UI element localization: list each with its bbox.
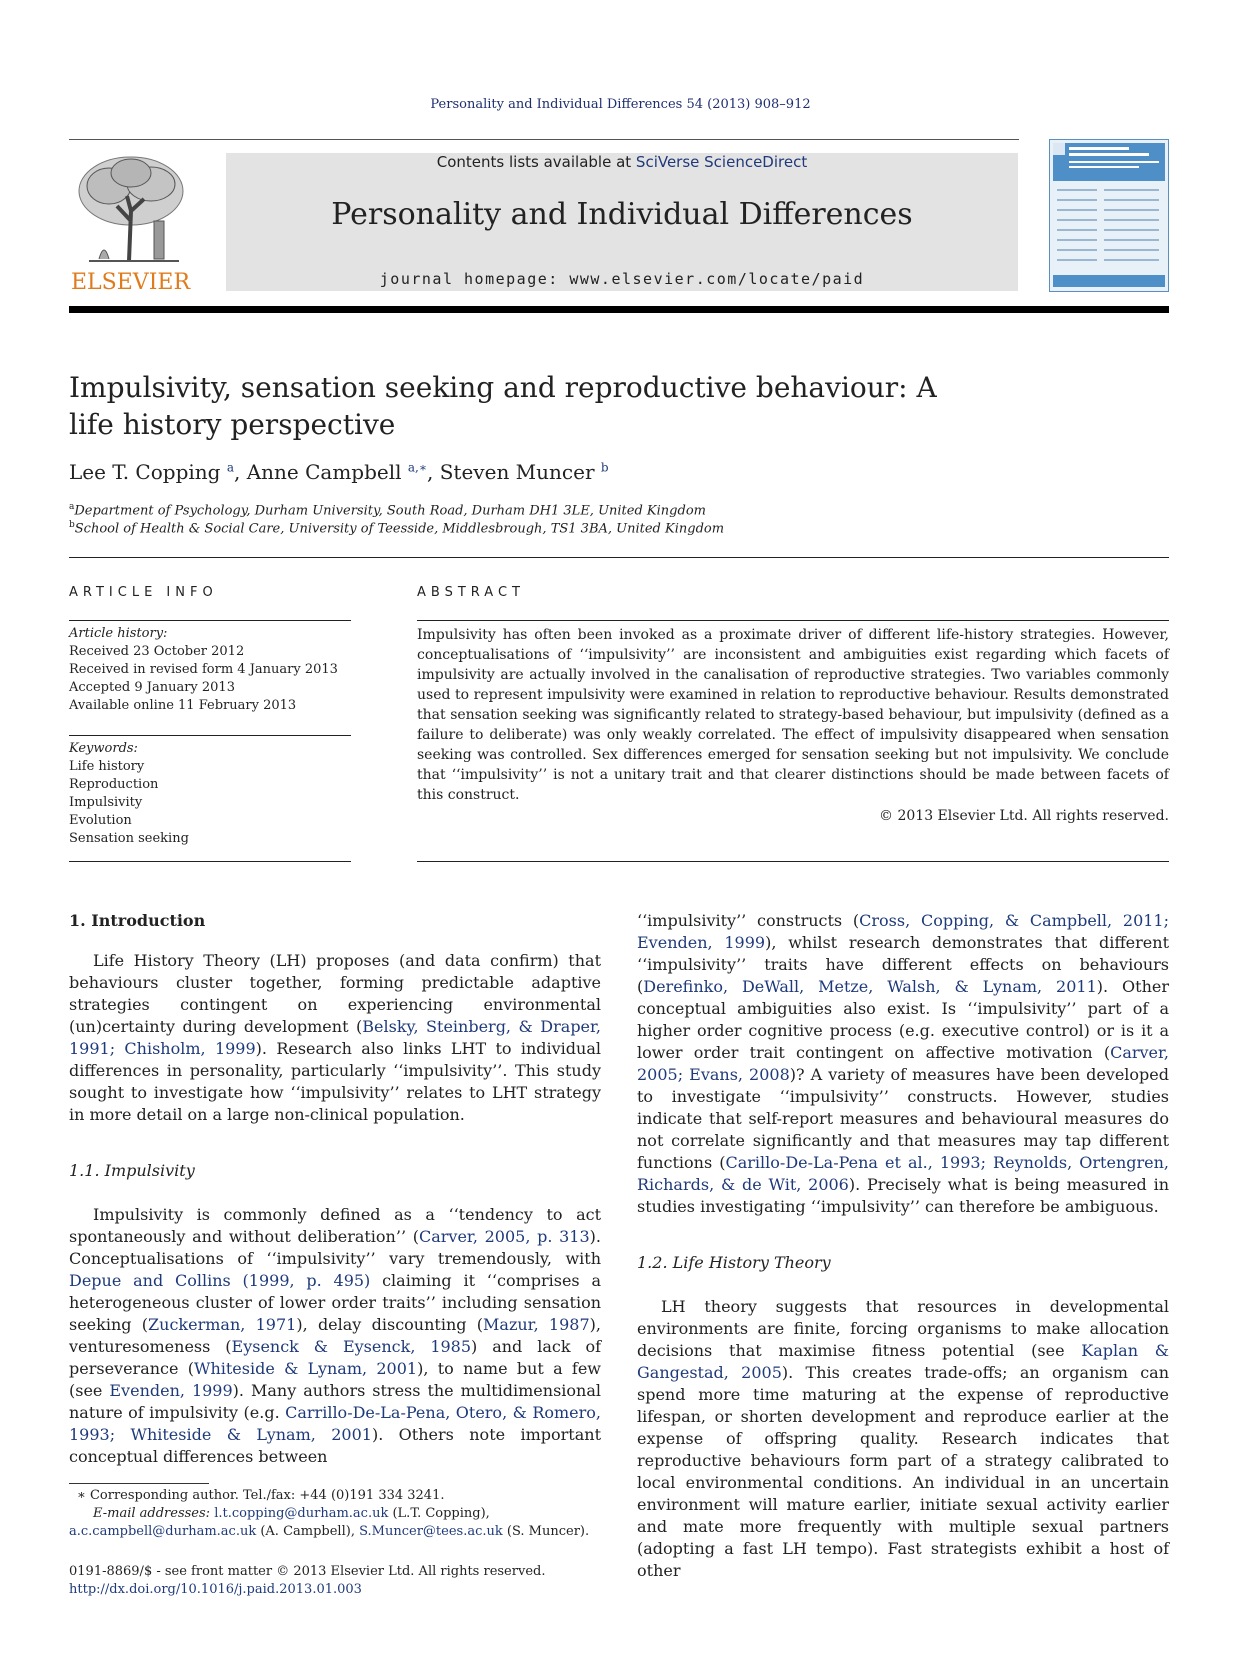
reference-link[interactable]: Carver, 2005; Evans, 2008 bbox=[637, 1043, 1169, 1084]
contents-prefix: Contents lists available at bbox=[436, 153, 636, 171]
front-matter bbox=[69, 1563, 545, 1599]
article-info-heading: ARTICLE INFO bbox=[69, 585, 218, 600]
paragraph-text: ). Others note important conceptual differences between bbox=[69, 1425, 602, 1466]
journal-homepage[interactable]: journal homepage: www.elsevier.com/locate/paid bbox=[379, 270, 865, 288]
affiliation-marker: b bbox=[69, 520, 75, 530]
corresponding-author: ∗ Corresponding author. Tel./fax: +44 (0)191 334 3241. bbox=[77, 1488, 445, 1503]
journal-banner bbox=[226, 153, 1018, 291]
affiliation-text: Department of Psychology, Durham University, South Road, Durham DH1 3LE, United Kingdom bbox=[74, 503, 706, 519]
abstract-text: Impulsivity has often been invoked as a proximate driver of different life-history strategies. However, conceptualisations of ‘‘impulsivity’’ are inconsistent and ambiguities exist regarding which facets of impulsivity are actually involved in the canalisation of reproductive strategies. Two variables commonly used to represent impulsivity were examined in relation to reproductive behaviour. Results demonstrated that sensation seeking was significantly related to strategy-based behaviour, but impulsivity (defined as a failure to deliberate) was only weakly correlated. The effect of impulsivity disappeared when sensation seeking was controlled. Sex differences emerged for sensation seeking but not impulsivity. We conclude that ‘‘impulsivity’’ is not a unitary trait and that clearer distinctions should be made between facets of this construct. bbox=[417, 627, 1169, 803]
email-owner: (A. Campbell), bbox=[256, 1524, 360, 1539]
reference-link[interactable]: Carillo-De-La-Pena et al., 1993; Reynolds, Ortengren, Richards, & de Wit, 2006 bbox=[637, 1153, 1169, 1194]
author-name[interactable]: Steven Muncer bbox=[439, 460, 595, 484]
email-addresses bbox=[69, 1505, 601, 1541]
paragraph-text: ). Conceptualisations of ‘‘impulsivity’’ vary tremendously, with bbox=[69, 1227, 601, 1268]
paragraph-text: ), to name but a few (see bbox=[69, 1359, 602, 1400]
paragraph bbox=[69, 1204, 601, 1468]
paragraph-text: Impulsivity is commonly defined as a ‘‘tendency to act spontaneously and without deliberation’’ ( bbox=[69, 1205, 601, 1246]
paragraph bbox=[637, 910, 1169, 1218]
author-affiliation-marker[interactable]: a,∗ bbox=[407, 460, 428, 475]
paragraph-text: ) and lack of perseverance ( bbox=[69, 1337, 602, 1378]
section-heading: 1. Introduction bbox=[69, 911, 206, 930]
paragraph-text: ). This creates trade-offs; an organism can spend more time maturing at the expense of reproductive lifespan, or shorten development and reproduce earlier at the expense of offspring quality. Research indicates that reproductive behaviours form part of a strategy calibrated to local environmental conditions. An individual in an uncertain environment will mature earlier, initiate sexual activity earlier and mate more frequently with multiple sexual partners (adopting a fast LH tempo). Fast strategists exhibit a host of other bbox=[637, 1363, 1169, 1580]
paragraph bbox=[637, 1296, 1169, 1582]
affiliation bbox=[69, 502, 706, 518]
paragraph-text: ), whilst research demonstrates that different ‘‘impulsivity’’ traits have different effects on behaviours ( bbox=[637, 933, 1170, 996]
divider bbox=[69, 139, 1019, 140]
paragraph-text: ). Research also links LHT to individual differences in personality, particularly ‘‘impulsivity’’. This study sought to investigate how ‘‘impulsivity’’ relates to LHT strategy in more detail on a large non-clinical population. bbox=[69, 1039, 602, 1124]
reference-link[interactable]: Mazur, 1987 bbox=[483, 1315, 590, 1334]
email-owner: (S. Muncer). bbox=[502, 1524, 590, 1539]
affiliation-text: School of Health & Social Care, University of Teesside, Middlesbrough, TS1 3BA, United Kingdom bbox=[74, 521, 725, 537]
footnote-divider bbox=[69, 1483, 209, 1484]
reference-link[interactable]: Cross, Copping, & Campbell, 2011; Evenden, 1999 bbox=[637, 911, 1169, 952]
reference-link[interactable]: Evenden, 1999 bbox=[109, 1381, 233, 1400]
author-affiliation-marker[interactable]: b bbox=[600, 460, 609, 475]
history-item: Accepted 9 January 2013 bbox=[69, 680, 235, 695]
header-divider bbox=[69, 306, 1169, 313]
keyword: Impulsivity bbox=[69, 795, 143, 810]
keyword: Sensation seeking bbox=[69, 831, 189, 846]
journal-citation[interactable]: Personality and Individual Differences 54 (2013) 908–912 bbox=[430, 97, 811, 112]
abstract-copyright: © 2013 Elsevier Ltd. All rights reserved. bbox=[879, 808, 1169, 824]
email-link[interactable]: l.t.copping@durham.ac.uk bbox=[214, 1506, 389, 1521]
body-left-column bbox=[69, 910, 601, 1468]
reference-link[interactable]: Zuckerman, 1971 bbox=[148, 1315, 297, 1334]
keyword: Life history bbox=[69, 759, 145, 774]
reference-link[interactable]: Kaplan & Gangestad, 2005 bbox=[637, 1341, 1169, 1382]
author-affiliation-marker[interactable]: a bbox=[226, 460, 234, 475]
reference-link[interactable]: Whiteside & Lynam, 2001 bbox=[194, 1359, 418, 1378]
paragraph-text: ). Other conceptual ambiguities also exist. Is ‘‘impulsivity’’ part of a higher order cognitive process (e.g. executive control) or is it a lower order trait contingent on affective motivation ( bbox=[637, 977, 1169, 1062]
paragraph-text: )? A variety of measures have been developed to investigate ‘‘impulsivity’’ constructs. However, studies indicate that self-report measures and behavioural measures do not correlate significantly and that measures may tap different functions ( bbox=[637, 1065, 1170, 1172]
body-right-column bbox=[637, 910, 1169, 1582]
email-link[interactable]: S.Muncer@tees.ac.uk bbox=[359, 1524, 503, 1539]
history-item: Received in revised form 4 January 2013 bbox=[69, 662, 338, 677]
reference-link[interactable]: Eysenck & Eysenck, 1985 bbox=[231, 1337, 472, 1356]
paragraph bbox=[69, 950, 601, 1126]
elsevier-logo[interactable] bbox=[69, 151, 197, 294]
keywords-label: Keywords: bbox=[69, 741, 138, 756]
paragraph-text: ). Many authors stress the multidimensional nature of impulsivity (e.g. bbox=[69, 1381, 601, 1422]
paragraph-text: Life History Theory (LH) proposes (and data confirm) that behaviours cluster together, forming predictable adaptive strategies contingent on experiencing environmental (un)certainty during development ( bbox=[69, 951, 601, 1036]
reference-link[interactable]: Derefinko, DeWall, Metze, Walsh, & Lynam, 2011 bbox=[643, 977, 1097, 996]
email-label: E-mail addresses: bbox=[93, 1506, 211, 1521]
divider bbox=[69, 861, 351, 862]
issn-line: 0191-8869/$ - see front matter © 2013 Elsevier Ltd. All rights reserved. bbox=[69, 1564, 546, 1579]
reference-link[interactable]: Carrillo-De-La-Pena, Otero, & Romero, 1993; Whiteside & Lynam, 2001 bbox=[69, 1403, 602, 1444]
author-name[interactable]: Anne Campbell bbox=[246, 460, 402, 484]
reference-link[interactable]: Belsky, Steinberg, & Draper, 1991; Chisholm, 1999 bbox=[69, 1017, 602, 1058]
journal-cover-image[interactable] bbox=[1049, 139, 1169, 292]
contents-line bbox=[226, 153, 1018, 171]
tree-icon bbox=[69, 151, 197, 294]
paragraph-text: LH theory suggests that resources in developmental environments are finite, forcing organisms to make allocation decisions that maximise fitness potential (see bbox=[637, 1297, 1169, 1360]
divider bbox=[417, 861, 1169, 862]
paragraph-text: claiming it ‘‘comprises a heterogeneous cluster of lower order traits’’ including sensation seeking ( bbox=[69, 1271, 601, 1334]
keyword: Evolution bbox=[69, 813, 132, 828]
subsection-heading: 1.1. Impulsivity bbox=[69, 1161, 195, 1180]
paragraph-text: ), delay discounting ( bbox=[296, 1315, 484, 1334]
doi-link[interactable]: http://dx.doi.org/10.1016/j.paid.2013.01.003 bbox=[69, 1582, 362, 1597]
email-owner: (L.T. Copping), bbox=[388, 1506, 490, 1521]
email-link[interactable]: a.c.campbell@durham.ac.uk bbox=[69, 1524, 257, 1539]
journal-title: Personality and Individual Differences bbox=[331, 197, 913, 232]
paragraph-text: ). Precisely what is being measured in studies investigating ‘‘impulsivity’’ can therefore be ambiguous. bbox=[637, 1175, 1170, 1216]
author-name[interactable]: Lee T. Copping bbox=[69, 460, 221, 484]
author-list: Lee T. Copping $^a$, Anne Campbell $^{a,∗}$, Steven Muncer $^b$ bbox=[69, 460, 609, 484]
keywords bbox=[69, 735, 351, 848]
article-history bbox=[69, 620, 351, 715]
paragraph-text: ), venturesomeness ( bbox=[69, 1315, 601, 1356]
sciencedirect-link[interactable]: SciVerse ScienceDirect bbox=[635, 153, 808, 171]
svg-text:ELSEVIER: ELSEVIER bbox=[71, 270, 191, 294]
history-item: Available online 11 February 2013 bbox=[69, 698, 297, 713]
subsection-heading: 1.2. Life History Theory bbox=[637, 1253, 831, 1272]
abstract-heading: ABSTRACT bbox=[417, 585, 525, 600]
reference-link[interactable]: Carver, 2005, p. 313 bbox=[418, 1227, 590, 1246]
keyword: Reproduction bbox=[69, 777, 159, 792]
paragraph-text: ‘‘impulsivity’’ constructs ( bbox=[637, 911, 860, 930]
footnote bbox=[69, 1487, 601, 1541]
cover-thumbnail bbox=[1049, 139, 1169, 292]
divider bbox=[69, 557, 1169, 558]
history-item: Received 23 October 2012 bbox=[69, 644, 245, 659]
affiliation-marker: a bbox=[69, 502, 75, 512]
affiliation bbox=[69, 520, 724, 536]
history-label: Article history: bbox=[69, 626, 168, 641]
article-title: Impulsivity, sensation seeking and reproductive behaviour: A life history perspective bbox=[69, 371, 937, 441]
reference-link[interactable]: Depue and Collins (1999, p. 495) bbox=[69, 1271, 371, 1290]
